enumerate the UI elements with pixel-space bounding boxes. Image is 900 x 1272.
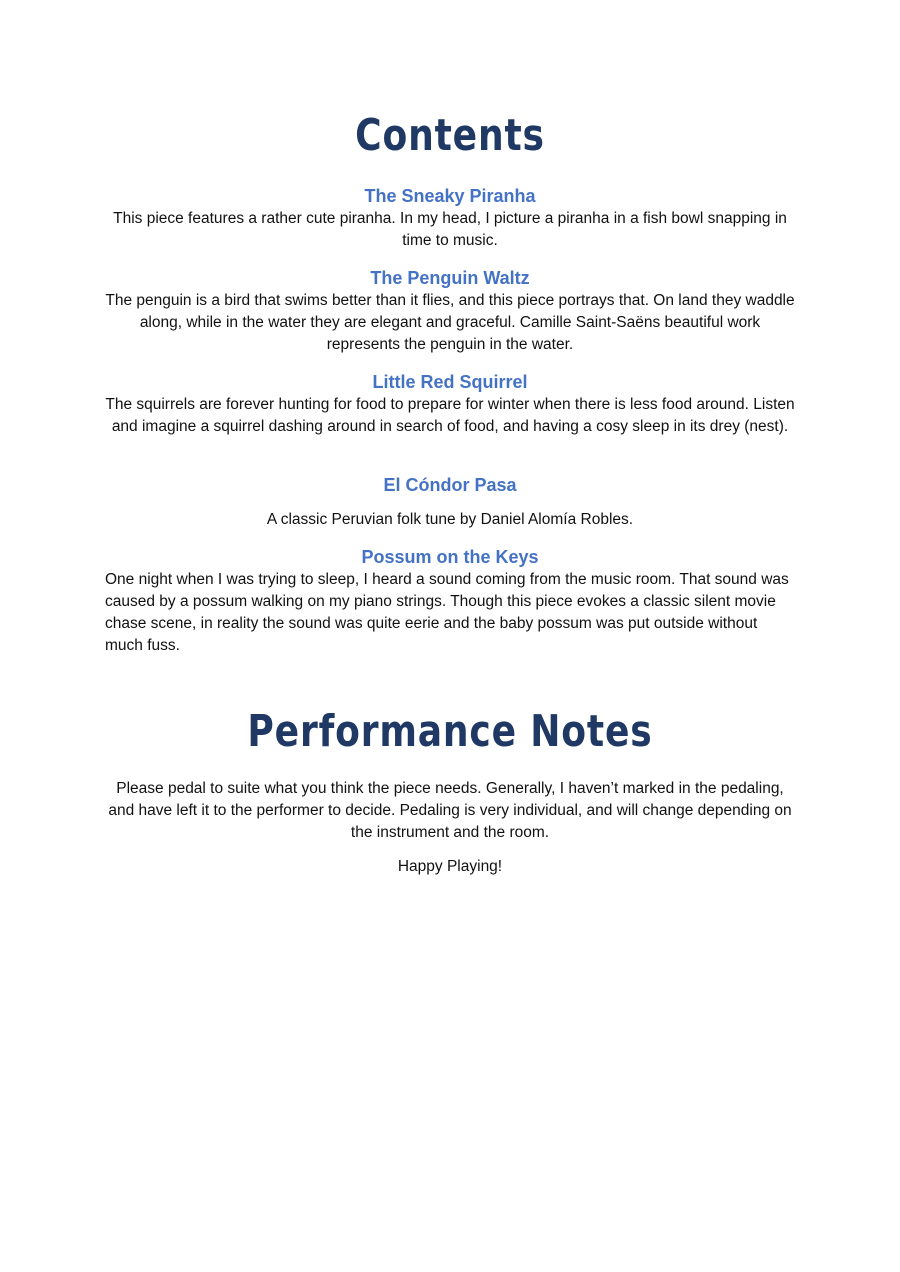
- entry-title: El Cóndor Pasa: [383, 475, 517, 495]
- entry-description: This piece features a rather cute piranha. In my head, I picture a piranha in a fish bowl snapping in time to music.: [113, 210, 787, 249]
- contents-entry-little-red-squirrel: [105, 370, 795, 438]
- contents-entry-sneaky-piranha: [105, 184, 795, 252]
- contents-heading: Contents: [355, 110, 545, 161]
- entry-title: The Sneaky Piranha: [364, 186, 536, 206]
- entry-title: The Penguin Waltz: [370, 268, 530, 288]
- entry-title: Little Red Squirrel: [372, 372, 528, 392]
- performance-notes-body: [105, 778, 795, 878]
- entry-title: Possum on the Keys: [361, 547, 539, 567]
- contents-entry-el-condor-pasa: [105, 473, 795, 531]
- performance-notes-heading: Performance Notes: [247, 706, 653, 757]
- contents-entry-possum-on-the-keys: [105, 545, 795, 657]
- entry-description: The penguin is a bird that swims better than it flies, and this piece portrays that. On land they waddle along, while in the water they are elegant and graceful. Camille Saint-Saëns beautiful work represents the penguin in the water.: [105, 292, 795, 353]
- closing-line: Happy Playing!: [397, 858, 503, 875]
- entry-description: A classic Peruvian folk tune by Daniel Alomía Robles.: [266, 511, 634, 528]
- entry-description: The squirrels are forever hunting for food to prepare for winter when there is less food around. Listen and imagine a squirrel dashing around in search of food, and having a cosy sleep in its drey (nest).: [105, 396, 795, 435]
- contents-entry-penguin-waltz: [105, 266, 795, 356]
- performance-notes-paragraph: Please pedal to suite what you think the piece needs. Generally, I haven’t marked in the pedaling, and have left it to the performer to decide. Pedaling is very individual, and will change depending on the instrument and the room.: [108, 780, 792, 841]
- entry-description: One night when I was trying to sleep, I heard a sound coming from the music room. That sound was caused by a possum walking on my piano strings. Though this piece evokes a classic silent movie chase scene, in reality the sound was quite eerie and the baby possum was put outside without much fuss.: [105, 571, 789, 654]
